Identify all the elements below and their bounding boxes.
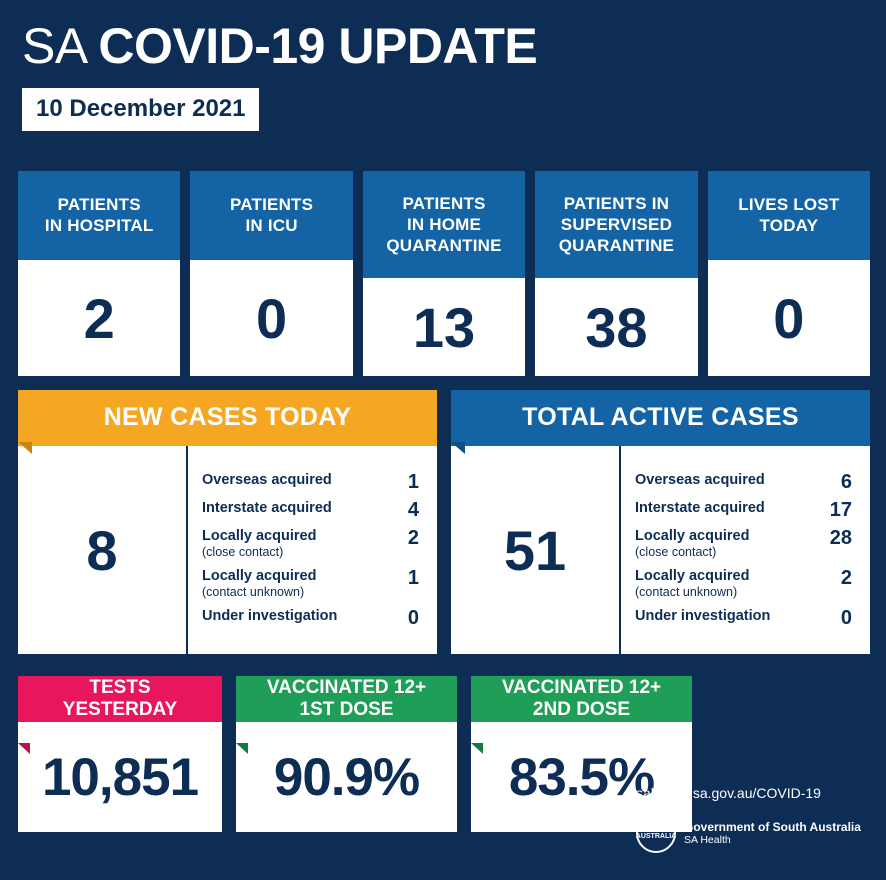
- breakdown-row: [635, 604, 852, 632]
- stat-label-line2: SUPERVISED: [560, 214, 673, 234]
- breakdown-row: [202, 604, 419, 632]
- breakdown-row: [635, 524, 852, 564]
- cases-row: [18, 390, 870, 654]
- government-logo: [636, 813, 866, 853]
- stat-card-lives-lost-today: [708, 171, 870, 376]
- breakdown-value: 28: [829, 527, 852, 549]
- breakdown-label: Under investigation: [635, 608, 771, 624]
- stat-label: [18, 676, 222, 722]
- stat-label-line2: IN HOME: [406, 214, 482, 234]
- new-cases-total: 8: [86, 518, 118, 582]
- breakdown-label: Interstate acquired: [202, 500, 332, 516]
- breakdown-row: [635, 468, 852, 496]
- stat-label: [190, 171, 352, 260]
- date-badge: 10 December 2021: [22, 88, 259, 131]
- stat-label-line1: TESTS: [89, 676, 151, 698]
- breakdown-label-main: Locally acquired: [202, 568, 317, 584]
- breakdown-value: 17: [829, 499, 852, 521]
- stat-label: [18, 171, 180, 260]
- panel-new-cases-today: [18, 390, 437, 654]
- government-name: Government of South Australia: [684, 819, 861, 834]
- stat-value: 0: [190, 260, 352, 376]
- stat-label-line3: QUARANTINE: [558, 235, 675, 255]
- breakdown-label-sub: (contact unknown): [635, 585, 738, 599]
- corner-fold-icon: [18, 442, 32, 454]
- stat-label-line1: VACCINATED 12+: [501, 676, 662, 698]
- crest-icon: SOUTH AUSTRALIA: [636, 813, 676, 853]
- footer-url[interactable]: sahealth.sa.gov.au/COVID-19: [636, 785, 821, 801]
- stat-value: 13: [363, 278, 525, 376]
- panel-body: [18, 446, 437, 654]
- active-cases-total: 51: [503, 518, 567, 582]
- breakdown-value: 4: [407, 499, 419, 521]
- breakdown-label-sub: (contact unknown): [202, 585, 305, 599]
- breakdown-value: 1: [407, 567, 419, 589]
- corner-fold-icon: [236, 743, 248, 754]
- breakdown-value: 2: [840, 567, 852, 589]
- stat-label-line2: YESTERDAY: [62, 698, 178, 720]
- stat-label-line1: PATIENTS IN: [563, 193, 670, 213]
- header: [0, 0, 886, 131]
- breakdown-value: 0: [407, 607, 419, 629]
- corner-fold-icon: [451, 442, 465, 454]
- stat-card-patients-in-hospital: [18, 171, 180, 376]
- stat-label: [236, 676, 457, 722]
- stat-label-line2: IN HOSPITAL: [44, 216, 154, 235]
- corner-fold-icon: [471, 743, 483, 754]
- stat-label-line2: 1ST DOSE: [299, 698, 394, 720]
- stat-card-patients-in-icu: [190, 171, 352, 376]
- panel-total-active-cases: [451, 390, 870, 654]
- stat-label: [363, 171, 525, 278]
- breakdown-value: 0: [840, 607, 852, 629]
- stat-label-line2: IN ICU: [245, 216, 298, 235]
- page-title: [22, 18, 864, 74]
- stat-card-patients-in-home-quarantine: [363, 171, 525, 376]
- panel-title: TOTAL ACTIVE CASES: [451, 390, 870, 446]
- stat-label: [535, 171, 697, 278]
- stat-label-line2: TODAY: [759, 216, 819, 235]
- breakdown-label: Overseas acquired: [202, 472, 332, 488]
- breakdown-label: Overseas acquired: [635, 472, 765, 488]
- stat-label-line2: 2ND DOSE: [532, 698, 631, 720]
- breakdown-label: [202, 528, 316, 560]
- breakdown-row: [635, 564, 852, 604]
- panel-title: NEW CASES TODAY: [18, 390, 437, 446]
- stat-label: [708, 171, 870, 260]
- stat-card-tests-yesterday: [18, 676, 222, 832]
- breakdown-label-main: Locally acquired: [635, 568, 750, 584]
- stat-label: [471, 676, 692, 722]
- stat-value: 90.9%: [236, 722, 457, 832]
- breakdown-row: [202, 468, 419, 496]
- stat-label-line1: PATIENTS: [402, 193, 486, 213]
- title-light: SA: [22, 18, 85, 74]
- breakdown-value: 2: [407, 527, 419, 549]
- breakdown-label: Interstate acquired: [635, 500, 765, 516]
- stat-value: 2: [18, 260, 180, 376]
- breakdown-label-main: Locally acquired: [635, 528, 750, 544]
- department-name: SA Health: [684, 833, 731, 846]
- breakdown-label: [202, 568, 316, 600]
- breakdown-label-sub: (close contact): [202, 545, 284, 559]
- breakdown-label: Under investigation: [202, 608, 338, 624]
- stat-label-line1: VACCINATED 12+: [266, 676, 427, 698]
- active-cases-breakdown: [619, 446, 870, 654]
- footer: [636, 785, 866, 853]
- breakdown-label: [635, 528, 749, 560]
- breakdown-value: 1: [407, 471, 419, 493]
- title-bold: COVID-19 UPDATE: [98, 18, 538, 74]
- top-stats-row: [18, 171, 870, 376]
- panel-body: [451, 446, 870, 654]
- stat-value: 0: [708, 260, 870, 376]
- breakdown-row: [202, 524, 419, 564]
- breakdown-row: [635, 496, 852, 524]
- breakdown-label-main: Locally acquired: [202, 528, 317, 544]
- stat-label-line3: QUARANTINE: [386, 235, 502, 255]
- stat-value: 83.5%: [471, 722, 692, 832]
- breakdown-row: [202, 496, 419, 524]
- stat-card-vaccinated-first-dose: [236, 676, 457, 832]
- breakdown-value: 6: [840, 471, 852, 493]
- stat-label-line1: PATIENTS: [57, 195, 141, 214]
- stat-label-line1: PATIENTS: [230, 195, 314, 214]
- stat-label-line1: LIVES LOST: [738, 195, 840, 214]
- new-cases-breakdown: [186, 446, 437, 654]
- breakdown-row: [202, 564, 419, 604]
- breakdown-label: [635, 568, 749, 600]
- stat-value: 38: [535, 278, 697, 376]
- corner-fold-icon: [18, 743, 30, 754]
- stat-value: 10,851: [18, 722, 222, 832]
- stat-card-patients-in-supervised-quarantine: [535, 171, 697, 376]
- breakdown-label-sub: (close contact): [635, 545, 717, 559]
